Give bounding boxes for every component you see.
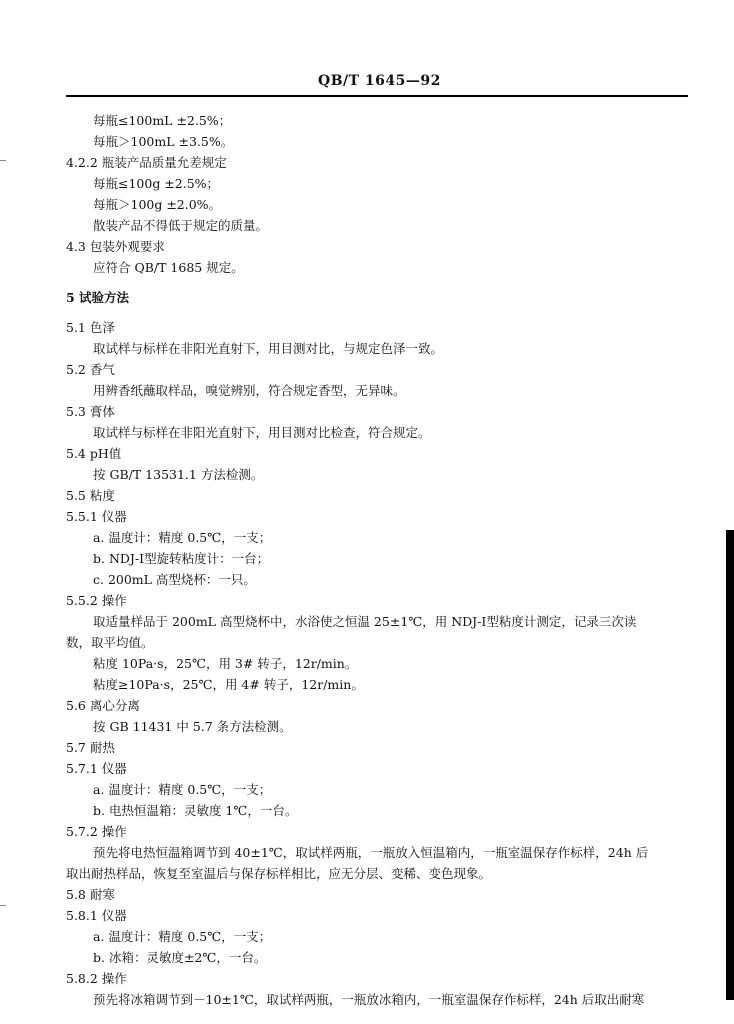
- scan-edge-bar: [726, 530, 734, 1000]
- section-heading: 5.7 耐热: [66, 740, 115, 755]
- section-heading: 5.5.2 操作: [66, 593, 127, 608]
- scan-mark: [0, 160, 6, 161]
- list-item: a. 温度计：精度 0.5℃，一支；: [93, 530, 272, 545]
- text-line: 应符合 QB/T 1685 规定。: [93, 260, 244, 275]
- text-line: 粘度≥10Pa·s，25℃，用 4# 转子，12r/min。: [93, 677, 364, 692]
- section-heading: 4.2.2 瓶装产品质量允差规定: [66, 155, 227, 170]
- section-heading: 5.1 色泽: [66, 320, 115, 335]
- text-line: 粘度 10Pa·s，25℃，用 3# 转子，12r/min。: [93, 656, 358, 671]
- text-line: 按 GB/T 13531.1 方法检测。: [93, 467, 264, 482]
- text-line: 每瓶≤100g ±2.5%；: [93, 176, 220, 191]
- section-heading: 5.2 香气: [66, 362, 115, 377]
- list-item: a. 温度计：精度 0.5℃，一支；: [93, 782, 272, 797]
- text-line: 每瓶≤100mL ±2.5%；: [93, 113, 232, 128]
- section-heading: 5.5.1 仪器: [66, 509, 127, 524]
- section-heading: 5.8.1 仪器: [66, 908, 127, 923]
- section-heading: 5.8 耐寒: [66, 887, 115, 902]
- text-line: 预先将冰箱调节到－10±1℃，取试样两瓶，一瓶放冰箱内，一瓶室温保存作标样，24h 后取出耐寒: [93, 992, 645, 1007]
- text-line: 散装产品不得低于规定的质量。: [93, 218, 269, 233]
- list-item: a. 温度计：精度 0.5℃，一支；: [93, 929, 272, 944]
- section-heading: 5.6 离心分离: [66, 698, 140, 713]
- text-line: 取适量样品于 200mL 高型烧杯中，水浴使之恒温 25±1℃，用 NDJ-Ⅰ型粘度计测定，记录三次读: [93, 614, 637, 629]
- chapter-heading: 5 试验方法: [66, 290, 130, 305]
- list-item: c. 200mL 高型烧杯：一只。: [93, 572, 256, 587]
- text-line: 用辨香纸蘸取样品，嗅觉辨别，符合规定香型，无异味。: [93, 383, 406, 398]
- section-heading: 4.3 包装外观要求: [66, 239, 165, 254]
- scan-mark: [0, 905, 6, 906]
- list-item: b. 冰箱：灵敏度±2℃，一台。: [93, 950, 267, 965]
- section-heading: 5.8.2 操作: [66, 971, 127, 986]
- section-heading: 5.7.2 操作: [66, 824, 127, 839]
- document-header: QB/T 1645—92: [318, 73, 441, 89]
- text-line: 取试样与标样在非阳光直射下，用目测对比，与规定色泽一致。: [93, 341, 444, 356]
- header-rule: [66, 95, 688, 97]
- section-heading: 5.5 粘度: [66, 488, 115, 503]
- text-line: 按 GB 11431 中 5.7 条方法检测。: [93, 719, 292, 734]
- list-item: b. NDJ-Ⅰ型旋转粘度计：一台；: [93, 551, 270, 566]
- section-heading: 5.4 pH值: [66, 446, 122, 461]
- section-heading: 5.3 膏体: [66, 404, 115, 419]
- text-line: 预先将电热恒温箱调节到 40±1℃，取试样两瓶，一瓶放入恒温箱内，一瓶室温保存作标样，24h 后: [93, 845, 649, 860]
- text-line: 每瓶＞100mL ±3.5%。: [93, 134, 234, 149]
- text-line: 取试样与标样在非阳光直射下，用目测对比检查，符合规定。: [93, 425, 431, 440]
- list-item: b. 电热恒温箱：灵敏度 1℃，一台。: [93, 803, 298, 818]
- text-line: 取出耐热样品，恢复至室温后与保存标样相比，应无分层、变稀、变色现象。: [66, 866, 492, 881]
- section-heading: 5.7.1 仪器: [66, 761, 127, 776]
- text-line: 每瓶＞100g ±2.0%。: [93, 197, 222, 212]
- text-line: 数，取平均值。: [66, 635, 154, 650]
